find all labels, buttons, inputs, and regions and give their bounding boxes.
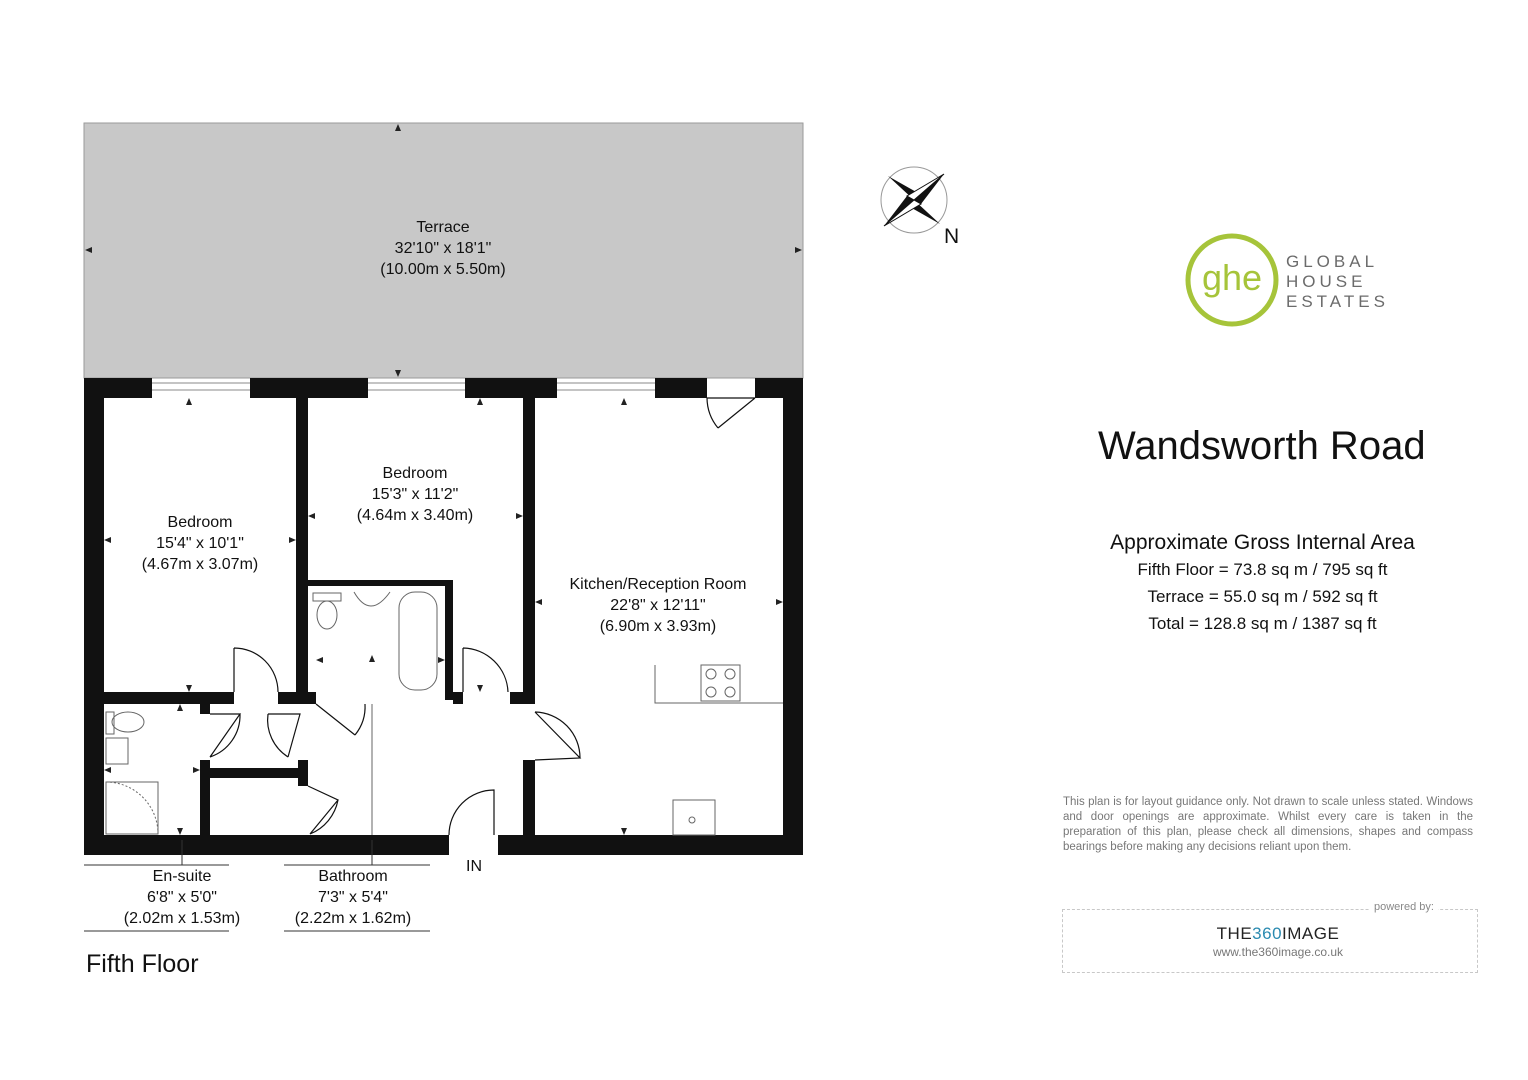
area-summary xyxy=(1080,530,1445,637)
room-size-imperial: 7'3" x 5'4" xyxy=(318,889,388,906)
credit-name-accent: 360 xyxy=(1252,924,1283,943)
room-label-bedroom-2 xyxy=(315,463,515,526)
room-size-metric: (4.64m x 3.40m) xyxy=(356,507,474,524)
area-line-terrace: Terrace = 55.0 sq m / 592 sq ft xyxy=(1147,587,1378,606)
room-size-imperial: 6'8" x 5'0" xyxy=(147,889,217,906)
room-size-metric: (10.00m x 5.50m) xyxy=(380,261,506,278)
credit-name xyxy=(1062,924,1494,944)
room-name: Bathroom xyxy=(318,868,388,885)
room-size-metric: (2.02m x 1.53m) xyxy=(123,910,241,927)
disclaimer-text: This plan is for layout guidance only. Not drawn to scale unless stated. Windows and door openings are approximate. Whilst every care is taken in the preparation of this plan, please check all dimensions, shapes and compass bearings before making any decisions reliant upon them. xyxy=(1063,796,1473,853)
entrance-label: IN xyxy=(466,858,482,875)
powered-by-label: powered by: xyxy=(1370,901,1438,913)
room-name: Terrace xyxy=(416,219,470,236)
credit-name-suffix: IMAGE xyxy=(1282,924,1340,943)
property-title: Wandsworth Road xyxy=(1098,424,1426,468)
room-size-imperial: 32'10" x 18'1" xyxy=(394,240,492,257)
room-label-bedroom-1 xyxy=(100,512,300,575)
room-size-metric: (6.90m x 3.93m) xyxy=(599,618,717,635)
brand-name xyxy=(1286,252,1389,312)
room-name: Bedroom xyxy=(382,465,448,482)
room-label-en-suite xyxy=(82,866,282,929)
area-line-total: Total = 128.8 sq m / 1387 sq ft xyxy=(1148,614,1377,633)
windows xyxy=(152,383,655,390)
brand-name-line: HOUSE xyxy=(1286,272,1367,291)
room-size-imperial: 15'3" x 11'2" xyxy=(371,486,459,503)
room-name: Bedroom xyxy=(167,514,233,531)
area-line-floor: Fifth Floor = 73.8 sq m / 795 sq ft xyxy=(1137,560,1388,579)
room-size-metric: (4.67m x 3.07m) xyxy=(141,556,259,573)
floor-name: Fifth Floor xyxy=(86,950,199,978)
room-size-imperial: 15'4" x 10'1" xyxy=(156,535,244,552)
credit-url: www.the360image.co.uk xyxy=(1212,945,1344,959)
room-label-bathroom xyxy=(253,866,453,929)
room-size-metric: (2.22m x 1.62m) xyxy=(294,910,412,927)
logo-monogram: ghe xyxy=(1201,257,1263,298)
room-label-terrace xyxy=(343,217,543,280)
room-name: Kitchen/Reception Room xyxy=(569,576,747,593)
brand-name-line: GLOBAL xyxy=(1286,252,1379,271)
room-label-kitchen-reception xyxy=(543,574,773,637)
compass-rose-icon xyxy=(881,167,947,233)
compass-north-label: N xyxy=(944,225,960,248)
brand-name-line: ESTATES xyxy=(1286,292,1389,311)
room-name: En-suite xyxy=(152,868,212,885)
area-heading: Approximate Gross Internal Area xyxy=(1110,531,1415,554)
room-size-imperial: 22'8" x 12'11" xyxy=(610,597,706,614)
credit-name-prefix: THE xyxy=(1216,924,1253,943)
